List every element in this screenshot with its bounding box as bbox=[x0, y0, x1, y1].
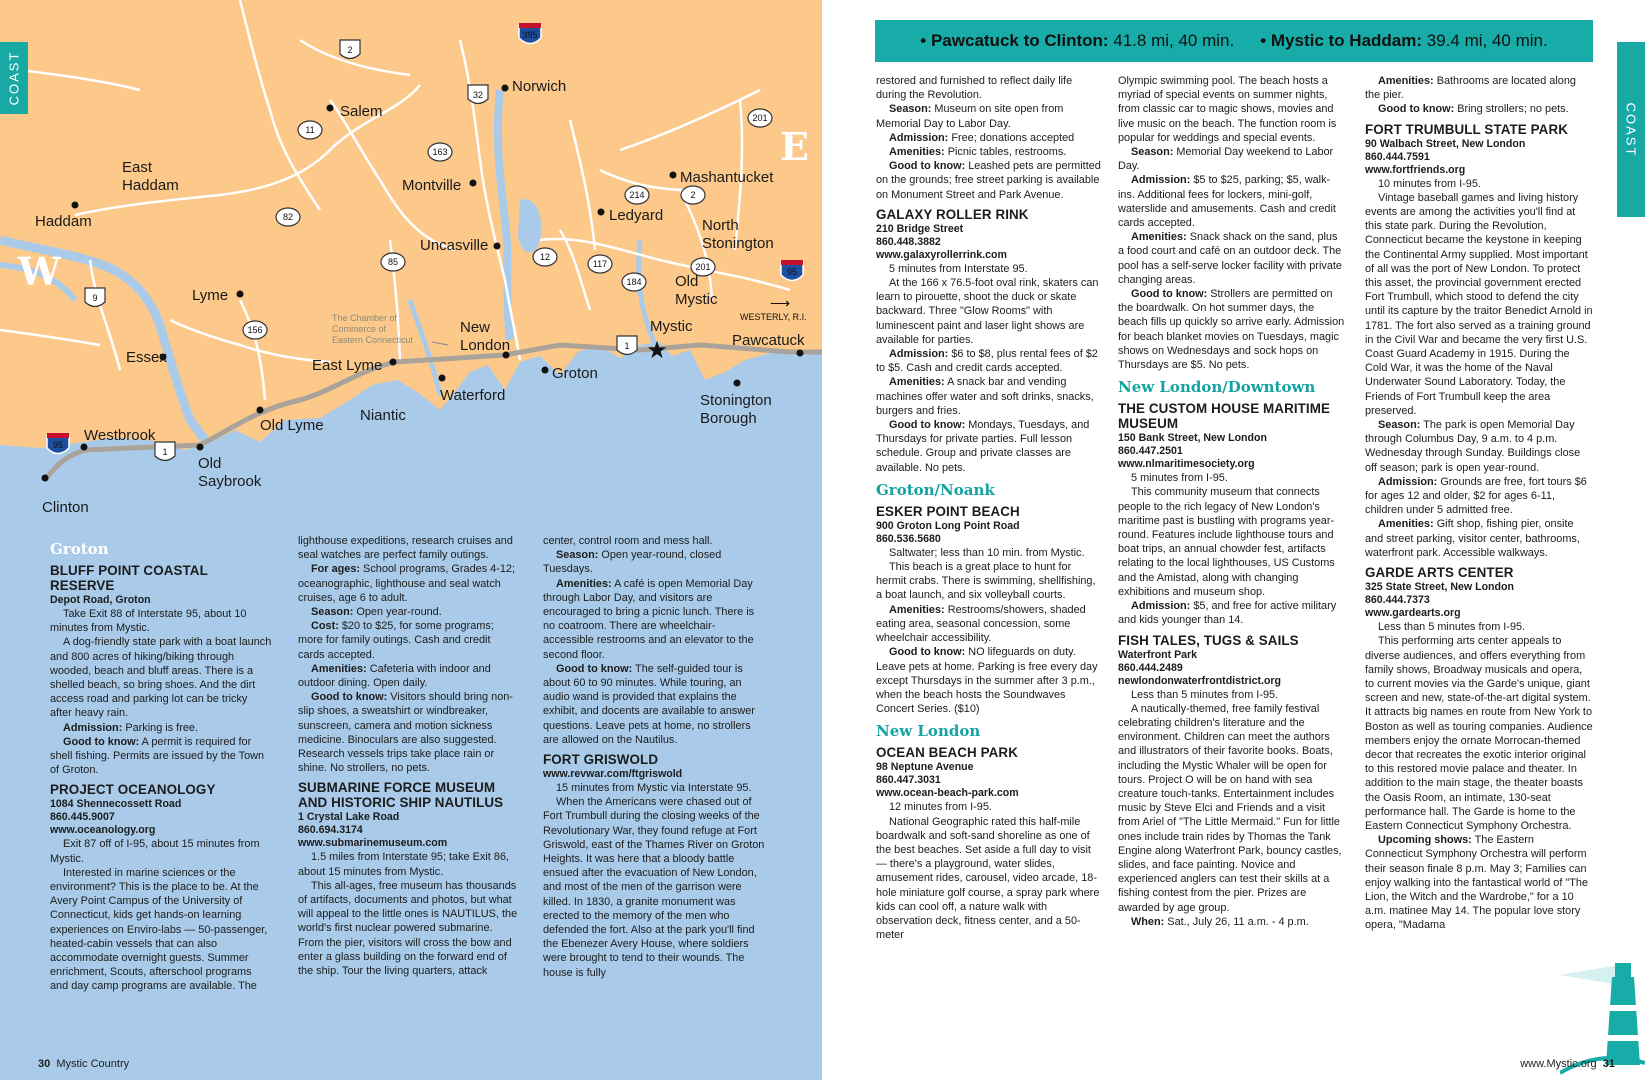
fort-trumbull-title: FORT TRUMBULL STATE PARK bbox=[1365, 121, 1568, 137]
fort-griswold-season: Season: Museum on site open from Memorial Day to Labor Day. bbox=[876, 103, 1064, 130]
section-heading-groton-noank: Groton/Noank bbox=[876, 480, 995, 499]
town-label: Waterford bbox=[440, 387, 506, 404]
town-label: Stonington Borough bbox=[700, 392, 772, 427]
submarine-museum-description: This all-ages, free museum has thousands of artifacts, documents and photos, but what will appeal to the little ones is NAUTILUS, the world's first nuclear powered submarine. From the pier, visitors will cross the bow and enter a glass building on the forward end of the ship. Tour the living quarters, attack bbox=[298, 879, 518, 978]
town-label: East Lyme bbox=[312, 357, 383, 374]
garde-arts-center-directions: Less than 5 minutes from I-95. bbox=[1378, 621, 1526, 634]
route-shield-icon bbox=[681, 186, 705, 204]
town-label: Haddam bbox=[35, 213, 92, 230]
ocean-beach-park-directions: 12 minutes from I-95. bbox=[889, 801, 992, 814]
submarine-museum-website[interactable]: www.submarinemuseum.com bbox=[298, 837, 448, 850]
esker-point-beach-phone: 860.536.5680 bbox=[876, 532, 941, 545]
town-label: Mashantucket bbox=[680, 169, 774, 186]
town-label: Essex bbox=[126, 349, 167, 366]
bluff-point-description: A dog-friendly state park with a boat launch and 800 acres of hiking/biking through wooded, beach and bluff areas. There is a shelled beach, so bring shoes. And the dirt access road and parking lot can be tricky after heavy rain. bbox=[50, 636, 272, 720]
route-number: 156 bbox=[247, 325, 263, 335]
fish-tales-directions: Less than 5 minutes from I-95. bbox=[1131, 688, 1279, 701]
route-number: 32 bbox=[472, 90, 484, 100]
fort-trumbull-description: Vintage baseball games and living history events are among the activities you'll find at this state park. During the Revolution, Connecticut became the keystone in keeping the Continental Army supplied. Most important of all was the port of New London. To protect this asset, the provincial government erected Fort Trumbull, which stood to defend the city until its capture by the traitor Benedict Arnold in 1781. The fort also served as a training ground in the Civil War and became the very first U.S. Coast Guard Academy in 1915. During the Cold War, it was the home of the Naval Underwater Sound Laboratory. Today, the Friends of Fort Trumbull keep the area preserved. bbox=[1365, 191, 1593, 417]
ocean-beach-good-to-know: Good to know: Strollers are permitted on the boardwalk. On hot summer days, the beach fills up quickly so arrive early. Admission for beach blanket movies on Tuesdays, magic shows on Wednesdays and sock hops on Thursdays are $5. No pets. bbox=[1118, 288, 1345, 372]
route-number: 1 bbox=[624, 341, 630, 351]
town-dot-icon bbox=[390, 359, 397, 366]
town-label: Clinton bbox=[42, 499, 89, 516]
town-dot-icon bbox=[439, 375, 446, 382]
garde-arts-center-website[interactable]: www.gardearts.org bbox=[1365, 607, 1461, 620]
submarine-museum-directions: 1.5 miles from Interstate 95; take Exit 86, about 15 minutes from Mystic. bbox=[298, 851, 509, 878]
ocean-beach-admission: Admission: $5 to $25, parking; $5, walk-ins. Additional fees for lockers, mini-golf, waterslide and amusements. Cash and credit cards accepted. bbox=[1118, 174, 1336, 230]
fort-griswold-amenities: Amenities: Picnic tables, restrooms. bbox=[889, 146, 1067, 159]
project-oceanology-title: PROJECT OCEANOLOGY bbox=[50, 782, 216, 798]
route-shield-icon bbox=[47, 433, 69, 454]
custom-house-description: This community museum that connects people to the rich legacy of New London's maritime past is bustling with programs year-round. Features include lighthouse tours and boat trips, an annual chowder fest, artifacts relating to the local lighthouses, US Customs and the Amistad, along with changing exhibitions and museum shop. bbox=[1118, 486, 1335, 598]
fort-trumbull-directions: 10 minutes from I-95. bbox=[1378, 177, 1481, 190]
galaxy-roller-rink-directions: 5 minutes from Interstate 95. bbox=[889, 262, 1028, 275]
route-number: 85 bbox=[387, 257, 399, 267]
fish-tales-amenities: Amenities: Bathrooms are located along the pier. bbox=[1365, 75, 1576, 102]
route-number: 117 bbox=[592, 259, 608, 269]
fish-tales-phone: 860.444.2489 bbox=[1118, 661, 1183, 674]
esker-point-beach-title: ESKER POINT BEACH bbox=[876, 503, 1020, 519]
galaxy-roller-rink-title: GALAXY ROLLER RINK bbox=[876, 206, 1029, 222]
left-column-3 bbox=[543, 534, 765, 1054]
garde-arts-center-upcoming-shows: Upcoming shows: The Eastern Connecticut Symphony Orchestra will perform their season finale 8 p.m. May 3; Families can enjoy walking into the fantastical world of "The Lion, the Witch and the Wardrobe," for a 10 a.m. matinee May 14. The popular love story opera, "Madama bbox=[1365, 834, 1589, 932]
galaxy-roller-rink-admission: Admission: $6 to $8, plus rental fees of $2 to $5. Cash and credit cards accepted. bbox=[876, 348, 1098, 375]
route-number: 214 bbox=[629, 190, 645, 200]
submarine-museum-phone: 860.694.3174 bbox=[298, 824, 363, 837]
town-label: Lyme bbox=[192, 287, 229, 304]
submarine-amenities: Amenities: A café is open Memorial Day through Labor Day, and visitors are encouraged to bring a picnic lunch. There is no coatroom. There are wheelchair-accessible restrooms and an elevator to the second floor. bbox=[543, 577, 755, 661]
fort-trumbull-season: Season: The park is open Memorial Day through Columbus Day, 9 a.m. to 4 p.m. Wednesday through Sunday. Buildings close off season; park is open year-round. bbox=[1365, 419, 1581, 474]
fort-griswold-title: FORT GRISWOLD bbox=[543, 752, 659, 768]
route-shield-icon bbox=[298, 121, 322, 139]
right-column-1 bbox=[876, 74, 1104, 1044]
town-dot-icon bbox=[734, 380, 741, 387]
town-dot-icon bbox=[81, 444, 88, 451]
east-arrow-icon: ⟶ bbox=[770, 295, 791, 311]
fish-tales-good-to-know: Good to know: Bring strollers; no pets. bbox=[1378, 103, 1569, 116]
town-dot-icon bbox=[470, 180, 477, 187]
project-oceanology-website[interactable]: www.oceanology.org bbox=[50, 824, 156, 837]
town-dot-icon bbox=[494, 243, 501, 250]
route-shield-icon bbox=[622, 273, 646, 291]
route-shield-icon bbox=[428, 143, 452, 161]
route-pawcatuck-clinton: • Pawcatuck to Clinton: 41.8 mi, 40 min. bbox=[920, 31, 1235, 50]
ocean-beach-season: Season: Memorial Day weekend to Labor Day. bbox=[1118, 146, 1334, 173]
galaxy-roller-rink-description: At the 166 x 76.5-foot oval rink, skaters can learn to pirouette, shoot the duck or skate backward. Three "Glow Rooms" with luminescent paint and laser light shows are available for parties. bbox=[876, 277, 1099, 346]
oceanology-good-to-know: Good to know: Visitors should bring non-slip shoes, a sweatshirt or windbreaker, sunscreen, camera and motion sickness medicine. Binoculars are also suggested. Research vessels trips take place rain or shine. No strollers, no pets. bbox=[298, 691, 513, 775]
town-dot-icon bbox=[542, 367, 549, 374]
galaxy-roller-rink-address: 210 Bridge Street bbox=[876, 222, 964, 235]
submarine-continued: center, control room and mess hall. bbox=[543, 535, 713, 547]
town-label: North Stonington bbox=[702, 217, 774, 252]
route-shield-icon bbox=[748, 109, 772, 127]
chamber-label: The Chamber of Commerce of Eastern Connecticut bbox=[332, 313, 414, 345]
town-dot-icon bbox=[797, 350, 804, 357]
route-shield-icon bbox=[243, 321, 267, 339]
route-number: 82 bbox=[282, 212, 294, 222]
fort-trumbull-address: 90 Walbach Street, New London bbox=[1365, 137, 1526, 150]
fish-tales-when: When: Sat., July 26, 11 a.m. - 4 p.m. bbox=[1131, 915, 1309, 928]
town-label: Norwich bbox=[512, 78, 567, 95]
garde-arts-center-phone: 860.444.7373 bbox=[1365, 594, 1430, 607]
submarine-museum-title: SUBMARINE FORCE MUSEUM AND HISTORIC SHIP NAUTILUS bbox=[298, 780, 504, 811]
westerly-label: WESTERLY, R.I. bbox=[740, 312, 807, 322]
galaxy-roller-rink-phone: 860.448.3882 bbox=[876, 235, 941, 248]
custom-house-phone: 860.447.2501 bbox=[1118, 445, 1183, 458]
oceanology-cost: Cost: $20 to $25, for some programs; more for family outings. Cash and credit cards accepted. bbox=[298, 620, 494, 661]
town-dot-icon bbox=[598, 209, 605, 216]
town-dot-icon bbox=[42, 475, 49, 482]
route-number: 1 bbox=[162, 447, 168, 457]
esker-point-beach-directions: Saltwater; less than 10 min. from Mystic. bbox=[889, 546, 1085, 559]
route-shield-icon bbox=[276, 208, 300, 226]
ocean-beach-park-title: OCEAN BEACH PARK bbox=[876, 745, 1018, 761]
oceanology-amenities: Amenities: Cafeteria with indoor and outdoor dining. Open daily. bbox=[298, 662, 491, 690]
right-column-3 bbox=[1365, 74, 1593, 1044]
garde-arts-center-title: GARDE ARTS CENTER bbox=[1365, 565, 1514, 581]
route-shield-icon bbox=[519, 23, 541, 44]
route-shield-icon bbox=[468, 85, 488, 104]
section-heading-groton: Groton bbox=[50, 540, 109, 558]
fish-tales-description: A nautically-themed, free family festival celebrating children's literature and the environment. Children can meet the authors and illustrators of their favorite books. Boats, including the Mystic Whaler will be open for tours. Project O will be on hand with sea creature touch-tanks. Entertainment includes music by Steve Elci and Friends and a visit from Ariel of "The Little Mermaid." Fun for little ones include train rides by Thomas the Tank Engine along Waterfront Park, bouncy castles, slides, and face painting. Novice and experienced anglers can test their skills at a fishing contest from the pier. Prizes are awarded by age group. bbox=[1118, 702, 1342, 914]
town-dot-icon bbox=[670, 172, 677, 179]
route-number: 395 bbox=[522, 30, 538, 40]
route-shield-icon bbox=[617, 336, 637, 355]
route-number: 163 bbox=[432, 147, 448, 157]
right-page bbox=[822, 0, 1645, 1080]
section-tab-left: COAST bbox=[0, 42, 28, 114]
route-number: 184 bbox=[626, 277, 642, 287]
fort-griswold-good-to-know: Good to know: Leashed pets are permitted on the grounds; free street parking is available on Monument Street and Park Avenue. bbox=[876, 160, 1101, 201]
ocean-beach-park-phone: 860.447.3031 bbox=[876, 774, 941, 787]
custom-house-directions: 5 minutes from I-95. bbox=[1131, 472, 1228, 485]
town-dot-icon bbox=[72, 202, 79, 209]
fish-tales-address: Waterfront Park bbox=[1118, 648, 1198, 661]
route-number: 11 bbox=[305, 125, 315, 135]
town-label: New London bbox=[460, 319, 511, 354]
garde-arts-center-description: This performing arts center appeals to diverse audiences, and offers everything from family shows, Broadway musicals and opera, to current movies via the Garde's unique, giant screen and new, state-of-the-art digital system. It attracts big names en route from New York to Boston as well as touring companies. Audience members enjoy the ornate Morrocan-themed decor that recreates the exotic interior original to this restored movie palace and theater. In addition to the main stage, the theater boasts the Oasis Room, an intimate, 130-seat performance hall. The Garde is home to the Eastern Connecticut Symphony Orchestra. bbox=[1365, 635, 1593, 832]
town-dot-icon bbox=[327, 105, 334, 112]
section-heading-new-london: New London bbox=[876, 722, 981, 741]
route-number: 2 bbox=[347, 45, 353, 55]
town-label: Old Lyme bbox=[260, 417, 324, 434]
town-label: Old Mystic bbox=[675, 273, 718, 308]
galaxy-roller-rink-amenities: Amenities: A snack bar and vending machines offer water and soft drinks, snacks, burgers and fries. bbox=[876, 376, 1094, 417]
route-number: 2 bbox=[690, 190, 696, 200]
project-oceanology-description: Interested in marine sciences or the environment? This is the place to be. At the Avery Point Campus of the University of Connecticut, kids get hands-on learning experiences on Enviro-labs — 50-passenger, heated-cabin vessels that can also accommodate overnight guests. Summer enrichment, Scouts, afterschool programs and day camp programs are available. The bbox=[50, 866, 268, 993]
fish-tales-title: FISH TALES, TUGS & SAILS bbox=[1118, 632, 1299, 648]
town-label: Old Saybrook bbox=[198, 455, 262, 490]
right-column-2 bbox=[1118, 74, 1346, 1044]
route-number: 9 bbox=[92, 293, 98, 303]
project-oceanology-directions: Exit 87 off of I-95, about 15 minutes from Mystic. bbox=[50, 838, 260, 865]
left-footer: 30 Mystic Country bbox=[38, 1058, 130, 1070]
ocean-beach-park-description: National Geographic rated this half-mile boardwalk and soft-sand shoreline as one of the best beaches. Set aside a full day to visit — there's a playground, water slides, amusement rides, carousel, video arcade, 18-hole miniature golf course, a spray park where kids can cool off, a nature walk with observation deck, fitness center, and a 50-meter bbox=[876, 815, 1100, 942]
oceanology-season: Season: Open year-round. bbox=[311, 606, 442, 619]
route-mystic-haddam: • Mystic to Haddam: 39.4 mi, 40 min. bbox=[1260, 31, 1548, 50]
route-number: 201 bbox=[695, 262, 711, 272]
fort-trumbull-admission: Admission: Grounds are free, fort tours $6 for ages 12 and older, $2 for ages 6-11, children under 5 admitted free. bbox=[1365, 475, 1587, 517]
route-number: 201 bbox=[752, 113, 768, 123]
left-column-1 bbox=[50, 534, 272, 1054]
town-label: Pawcatuck bbox=[732, 332, 805, 349]
compass-w-icon: W bbox=[18, 249, 61, 294]
fort-griswold-continued: restored and furnished to reflect daily life during the Revolution. bbox=[876, 75, 1073, 102]
bluff-point-address: Depot Road, Groton bbox=[50, 594, 151, 606]
town-label: Niantic bbox=[360, 407, 406, 424]
route-shield-icon bbox=[155, 442, 175, 461]
custom-house-admission: Admission: $5, and free for active military and kids younger than 14. bbox=[1118, 600, 1337, 627]
town-label: Mystic bbox=[650, 318, 693, 335]
town-label: East Haddam bbox=[122, 159, 179, 194]
submarine-season: Season: Open year-round, closed Tuesdays. bbox=[543, 549, 722, 576]
galaxy-roller-rink-good-to-know: Good to know: Mondays, Tuesdays, and Thursdays for private parties. Full lesson schedule. Group and private classes are available. No pets. bbox=[876, 419, 1090, 474]
fort-griswold-description: When the Americans were chased out of Fort Trumbull during the closing weeks of the Revolutionary War, they found refuge at Fort Griswold, east of the Thames River on Groton Heights. It was here that a bloody battle ensued after the evacuation of New London, and most of the men of the garrison were killed. In 1830, a granite monument was erected to the memory of the men who defended the fort. Also at the park you'll find the Ebenezer Avery House, where soldiers were brought to tend to their wounds. The house is fully bbox=[543, 796, 765, 979]
fort-trumbull-website[interactable]: www.fortfriends.org bbox=[1365, 163, 1466, 176]
bluff-point-good-to-know: Good to know: A permit is required for shell fishing. Permits are issued by the Town of Groton. bbox=[50, 735, 265, 777]
esker-point-beach-description: This beach is a great place to hunt for hermit crabs. There is swimming, shellfishing, a boat launch, and six volleyball courts. bbox=[876, 561, 1096, 602]
town-label: Uncasville bbox=[420, 237, 489, 254]
submarine-museum-address: 1 Crystal Lake Road bbox=[298, 811, 400, 824]
section-heading-new-london-downtown: New London/Downtown bbox=[1118, 378, 1316, 397]
town-label: Montville bbox=[402, 177, 462, 194]
route-shield-icon bbox=[533, 248, 557, 266]
fort-griswold-directions: 15 minutes from Mystic via Interstate 95. bbox=[556, 782, 752, 795]
ocean-beach-park-address: 98 Neptune Avenue bbox=[876, 761, 974, 774]
town-label: Westbrook bbox=[84, 427, 156, 444]
esker-point-beach-good-to-know: Good to know: NO lifeguards on duty. Leave pets at home. Parking is free every day except Thursdays in the summer after 3 p.m., when the beach hosts the Soundwaves Concert Series. ($10) bbox=[876, 646, 1098, 716]
ocean-beach-continued: Olympic swimming pool. The beach hosts a myriad of special events on summer nights, from classic car to magic shows, movies and live music on the beach. The function room is popular for weddings and special events. bbox=[1118, 75, 1337, 144]
ocean-beach-amenities: Amenities: Snack shack on the sand, plus a food court and café on an outdoor deck. The pool has a self-serve locker facility with private changing areas. bbox=[1118, 231, 1342, 286]
route-shield-icon bbox=[781, 260, 803, 281]
town-label: Ledyard bbox=[609, 207, 664, 224]
route-shield-icon bbox=[381, 253, 405, 271]
town-dot-icon bbox=[197, 444, 204, 451]
route-number: 95 bbox=[786, 267, 798, 277]
custom-house-title: THE CUSTOM HOUSE MARITIME MUSEUM bbox=[1118, 401, 1331, 432]
right-footer: www.Mystic.org 31 bbox=[1520, 1058, 1615, 1070]
mystic-star-icon: ★ bbox=[646, 337, 668, 364]
ocean-beach-park-website[interactable]: www.ocean-beach-park.com bbox=[876, 787, 1019, 800]
route-distance-banner bbox=[875, 20, 1593, 62]
fish-tales-website[interactable]: newlondonwaterfrontdistrict.org bbox=[1118, 674, 1282, 687]
town-dot-icon bbox=[237, 291, 244, 298]
project-oceanology-address: 1084 Shennecossett Road bbox=[50, 798, 182, 811]
fort-griswold-admission: Admission: Free; donations accepted bbox=[889, 131, 1075, 144]
section-tab-right: COAST bbox=[1617, 42, 1645, 217]
bluff-point-admission: Admission: Parking is free. bbox=[63, 721, 198, 734]
route-number: 95 bbox=[52, 440, 64, 450]
town-label: Groton bbox=[552, 365, 598, 382]
project-oceanology-phone: 860.445.9007 bbox=[50, 811, 115, 824]
left-column-2 bbox=[298, 534, 520, 1054]
bluff-point-directions: Take Exit 88 of Interstate 95, about 10 minutes from Mystic. bbox=[50, 608, 247, 635]
submarine-good-to-know: Good to know: The self-guided tour is about 60 to 90 minutes. While touring, an audio wand is provided that explains the exhibit, and docents are available to answer questions. Leave pets at home, no strollers are allowed on the Nautilus. bbox=[543, 662, 755, 746]
oceanology-ages: For ages: School programs, Grades 4-12; oceanographic, lighthouse and seal watch cruises, age 6 to adult. bbox=[298, 563, 515, 604]
fort-griswold-website[interactable]: www.revwar.com/ftgriswold bbox=[543, 768, 683, 781]
fort-trumbull-amenities: Amenities: Gift shop, fishing pier, onsite and street parking, visitor center, bathrooms, waterfront park. Accessible walkways. bbox=[1365, 518, 1580, 559]
bluff-point-title: BLUFF POINT COASTAL RESERVE bbox=[50, 563, 208, 593]
town-dot-icon bbox=[502, 85, 509, 92]
fort-trumbull-phone: 860.444.7591 bbox=[1365, 150, 1430, 163]
route-shield-icon bbox=[625, 186, 649, 204]
left-page bbox=[0, 0, 822, 1080]
custom-house-address: 150 Bank Street, New London bbox=[1118, 432, 1267, 445]
esker-point-beach-address: 900 Groton Long Point Road bbox=[876, 519, 1020, 532]
route-shield-icon bbox=[340, 40, 360, 59]
town-dot-icon bbox=[257, 407, 264, 414]
esker-point-beach-amenities: Amenities: Restrooms/showers, shaded eating area, seasonal concession, some wheelchair accessibility. bbox=[876, 603, 1086, 645]
garde-arts-center-address: 325 State Street, New London bbox=[1365, 581, 1514, 594]
route-shield-icon bbox=[588, 255, 612, 273]
oceanology-continued: lighthouse expeditions, research cruises and seal watches are perfect family outings. bbox=[298, 535, 513, 562]
custom-house-website[interactable]: www.nlmaritimesociety.org bbox=[1118, 458, 1255, 471]
galaxy-roller-rink-website[interactable]: www.galaxyrollerrink.com bbox=[876, 248, 1007, 261]
compass-e-icon: E bbox=[780, 124, 809, 169]
route-number: 12 bbox=[539, 252, 551, 262]
route-shield-icon bbox=[85, 288, 105, 307]
town-label: Salem bbox=[340, 103, 383, 120]
